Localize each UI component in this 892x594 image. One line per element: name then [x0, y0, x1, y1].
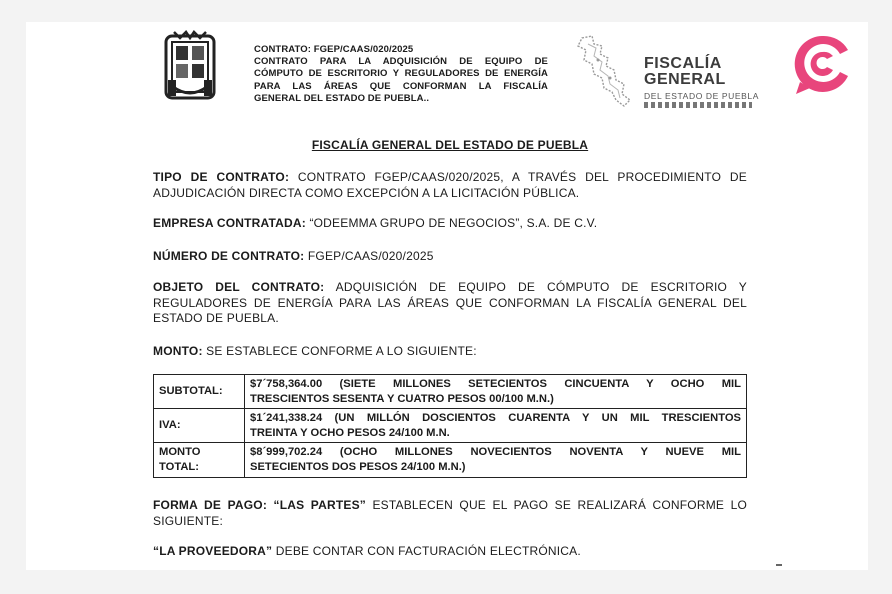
forma-pago-label: FORMA DE PAGO:: [153, 498, 268, 512]
state-seal-icon: [164, 30, 216, 102]
document-page: [26, 22, 868, 570]
objeto-contrato-label: OBJETO DEL CONTRATO:: [153, 280, 325, 294]
tipo-contrato-paragraph: [153, 170, 747, 201]
fiscalia-logo: [572, 34, 762, 108]
table-cell-value: [245, 375, 747, 409]
table-cell-value: [245, 409, 747, 443]
logo-decorative-pattern: [644, 102, 752, 108]
monto-label: MONTO:: [153, 344, 203, 358]
value-line: $1´241,338.24 (UN MILLÓN DOSCIENTOS CUARENTA Y UN MIL TRESCIENTOS: [250, 412, 741, 425]
forma-pago-partes: “LAS PARTES”: [267, 498, 366, 512]
objeto-contrato-text: ADQUISICIÓN DE EQUIPO DE CÓMPUTO DE ESCRITORIO Y REGULADORES DE ENERGÍA PARA LAS ÁREAS QUE CONFORMAN LA FISCALÍA GENERAL DEL ESTADO DE PUEBLA.: [153, 280, 747, 325]
table-row: [154, 443, 747, 477]
value-line: TRESCIENTOS SESENTA Y CUATRO PESOS 00/100 M.N.): [250, 392, 554, 405]
proveedora-text: DEBE CONTAR CON FACTURACIÓN ELECTRÓNICA.: [272, 544, 581, 558]
empresa-text: “ODEEMMA GRUPO DE NEGOCIOS”, S.A. DE C.V.: [305, 216, 598, 230]
puebla-map-icon: [572, 34, 642, 108]
proveedora-label: “LA PROVEEDORA”: [153, 544, 273, 558]
monto-table: [153, 374, 747, 478]
tipo-contrato-label: TIPO DE CONTRATO:: [153, 170, 290, 184]
table-cell-label: MONTO TOTAL:: [154, 443, 245, 477]
monto-paragraph: [153, 344, 747, 360]
logo-subtitle: DEL ESTADO DE PUEBLA: [644, 91, 759, 101]
value-line: TREINTA Y OCHO PESOS 24/100 M.N.: [250, 426, 450, 439]
forma-pago-paragraph: [153, 498, 747, 529]
brand-badge-icon: [790, 32, 854, 96]
contract-header-line: CONTRATO: FGEP/CAAS/020/2025: [254, 44, 414, 55]
empresa-paragraph: [153, 216, 747, 232]
contract-header-line: PARA LAS ÁREAS QUE CONFORMAN LA FISCALÍA: [254, 80, 548, 92]
table-cell-label: SUBTOTAL:: [154, 375, 245, 409]
table-row: [154, 409, 747, 443]
document-title: FISCALÍA GENERAL DEL ESTADO DE PUEBLA: [311, 138, 589, 152]
contract-header-line: CÓMPUTO DE ESCRITORIO Y REGULADORES DE ENERGÍA: [254, 68, 548, 80]
contract-header: [254, 44, 548, 105]
numero-contrato-paragraph: [153, 249, 747, 265]
empresa-label: EMPRESA CONTRATADA:: [153, 216, 306, 230]
table-cell-value: [245, 443, 747, 477]
table-cell-label: IVA:: [154, 409, 245, 443]
proveedora-paragraph: [153, 544, 747, 560]
value-line: $8´999,702.24 (OCHO MILLONES NOVECIENTOS NOVENTA Y NUEVE MIL: [250, 446, 741, 459]
numero-contrato-label: NÚMERO DE CONTRATO:: [153, 249, 305, 263]
tipo-contrato-text: CONTRATO FGEP/CAAS/020/2025, A TRAVÉS DEL PROCEDIMIENTO DE ADJUDICACIÓN DIRECTA COMO EXCEPCIÓN A LA LICITACIÓN PÚBLICA.: [153, 170, 747, 200]
value-line: $7´758,364.00 (SIETE MILLONES SETECIENTOS CINCUENTA Y OCHO MIL: [250, 378, 741, 390]
numero-contrato-text: FGEP/CAAS/020/2025: [304, 249, 434, 263]
objeto-contrato-paragraph: [153, 280, 747, 327]
monto-text: SE ESTABLECE CONFORME A LO SIGUIENTE:: [202, 344, 477, 358]
contract-header-line: GENERAL DEL ESTADO DE PUEBLA..: [254, 92, 430, 104]
table-row: [154, 375, 747, 409]
value-line: SETECIENTOS DOS PESOS 24/100 M.N.): [250, 460, 466, 473]
logo-word-fiscalia: FISCALÍA: [644, 55, 722, 72]
logo-word-general: GENERAL: [644, 71, 726, 88]
forma-pago-text: ESTABLECEN QUE EL PAGO SE REALIZARÁ CONFORME LO SIGUIENTE:: [153, 498, 747, 528]
contract-header-line: CONTRATO PARA LA ADQUISICIÓN DE EQUIPO DE: [254, 56, 548, 68]
scan-artifact: [776, 564, 782, 566]
